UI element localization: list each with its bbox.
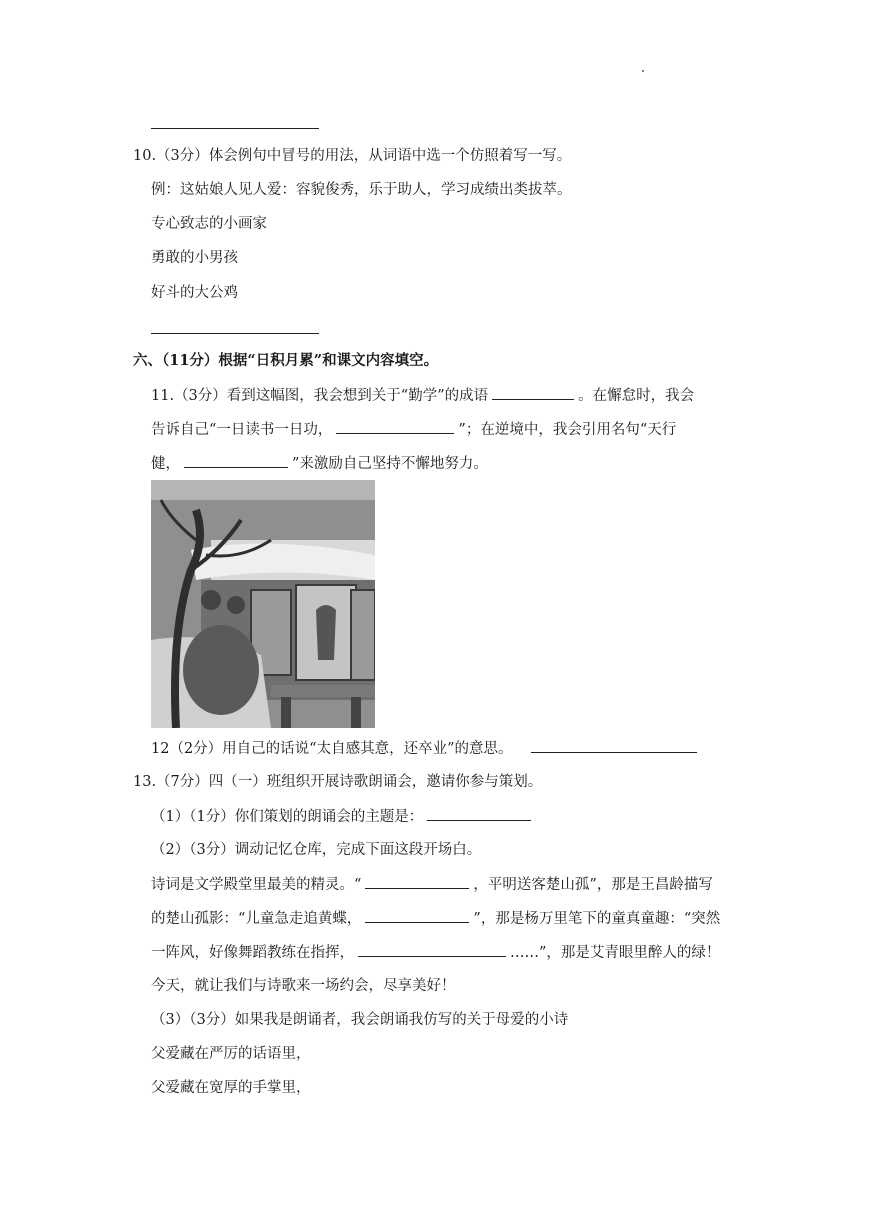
q13-opening-line-2: [151, 908, 720, 929]
q13-blank-2[interactable]: [365, 908, 469, 923]
q10-option-3: 好斗的大公鸡: [151, 285, 238, 301]
q13-opening-line-4: 今天，就让我们与诗歌来一场约会，尽享美好！: [151, 978, 456, 994]
q13-theme-blank[interactable]: [427, 806, 531, 821]
section-6-title: 六、（11分）根据“日积月累”和课文内容填空。: [133, 352, 439, 369]
q11-text-3b: ”来激励自己坚持不懈地努力。: [292, 456, 488, 472]
study-illustration: [151, 480, 375, 728]
q11-blank-2[interactable]: [336, 419, 454, 434]
q11-text-2a: 告诉自己“一日读书一日功，: [151, 422, 333, 438]
q12-blank[interactable]: [531, 738, 697, 753]
q11-text-2b: ”；在逆境中，我会引用名句“天行: [458, 422, 677, 438]
q12-line: [151, 738, 701, 759]
q10-option-2: 勇敢的小男孩: [151, 250, 238, 266]
poem-line-2: 父爱藏在宽厚的手掌里，: [151, 1080, 311, 1096]
q13-text-3b: ……”，那是艾青眼里醉人的绿！: [510, 945, 721, 961]
q10-option-1: 专心致志的小画家: [151, 216, 267, 232]
page-dot: [642, 70, 644, 72]
q11-line-3: [151, 453, 488, 474]
q13-part-1-text: （1）（1分）你们策划的朗诵会的主题是：: [151, 809, 424, 825]
q13-blank-3[interactable]: [358, 942, 506, 957]
q13-text-1b: ，平明送客楚山孤”，那是王昌龄描写: [473, 877, 713, 893]
q11-text-1b: 。在懈怠时，我会: [578, 388, 695, 404]
q13-title: 13.（7分）四（一）班组织开展诗歌朗诵会，邀请你参与策划。: [133, 774, 543, 790]
q13-text-2a: 的楚山孤影：“儿童急走追黄蝶，: [151, 911, 362, 927]
q13-text-1a: 诗词是文学殿堂里最美的精灵。“: [151, 877, 362, 893]
q13-part-1: [151, 806, 535, 827]
q10-answer-line: [151, 333, 319, 334]
q10-title: 10.（3分）体会例句中冒号的用法，从词语中选一个仿照着写一写。: [133, 148, 572, 164]
poem-line-1: 父爱藏在严厉的话语里，: [151, 1046, 311, 1062]
q13-text-3a: 一阵风，好像舞蹈教练在指挥，: [151, 945, 354, 961]
q11-line-1: [151, 385, 694, 406]
q11-text-3a: 健，: [151, 456, 180, 472]
q11-text-1a: 11.（3分）看到这幅图，我会想到关于“勤学”的成语: [151, 388, 489, 404]
q12-text: 12（2分）用自己的话说“太自感其意，还卒业”的意思。: [151, 741, 513, 757]
q10-example: 例：这姑娘人见人爱：容貌俊秀，乐于助人，学习成绩出类拔萃。: [151, 182, 572, 198]
q13-part-3: （3）（3分）如果我是朗诵者，我会朗诵我仿写的关于母爱的小诗: [151, 1012, 569, 1028]
q11-line-2: [151, 419, 676, 440]
q11-blank-1[interactable]: [492, 385, 574, 400]
q13-part-2: （2）（3分）调动记忆仓库，完成下面这段开场白。: [151, 842, 482, 858]
q13-opening-line-3: [151, 942, 720, 963]
q11-blank-3[interactable]: [184, 453, 288, 468]
q13-text-2b: ”，那是杨万里笔下的童真童趣：“突然: [473, 911, 721, 927]
q13-blank-1[interactable]: [365, 874, 469, 889]
answer-line-top: [151, 128, 319, 129]
q13-opening-line-1: [151, 874, 713, 895]
